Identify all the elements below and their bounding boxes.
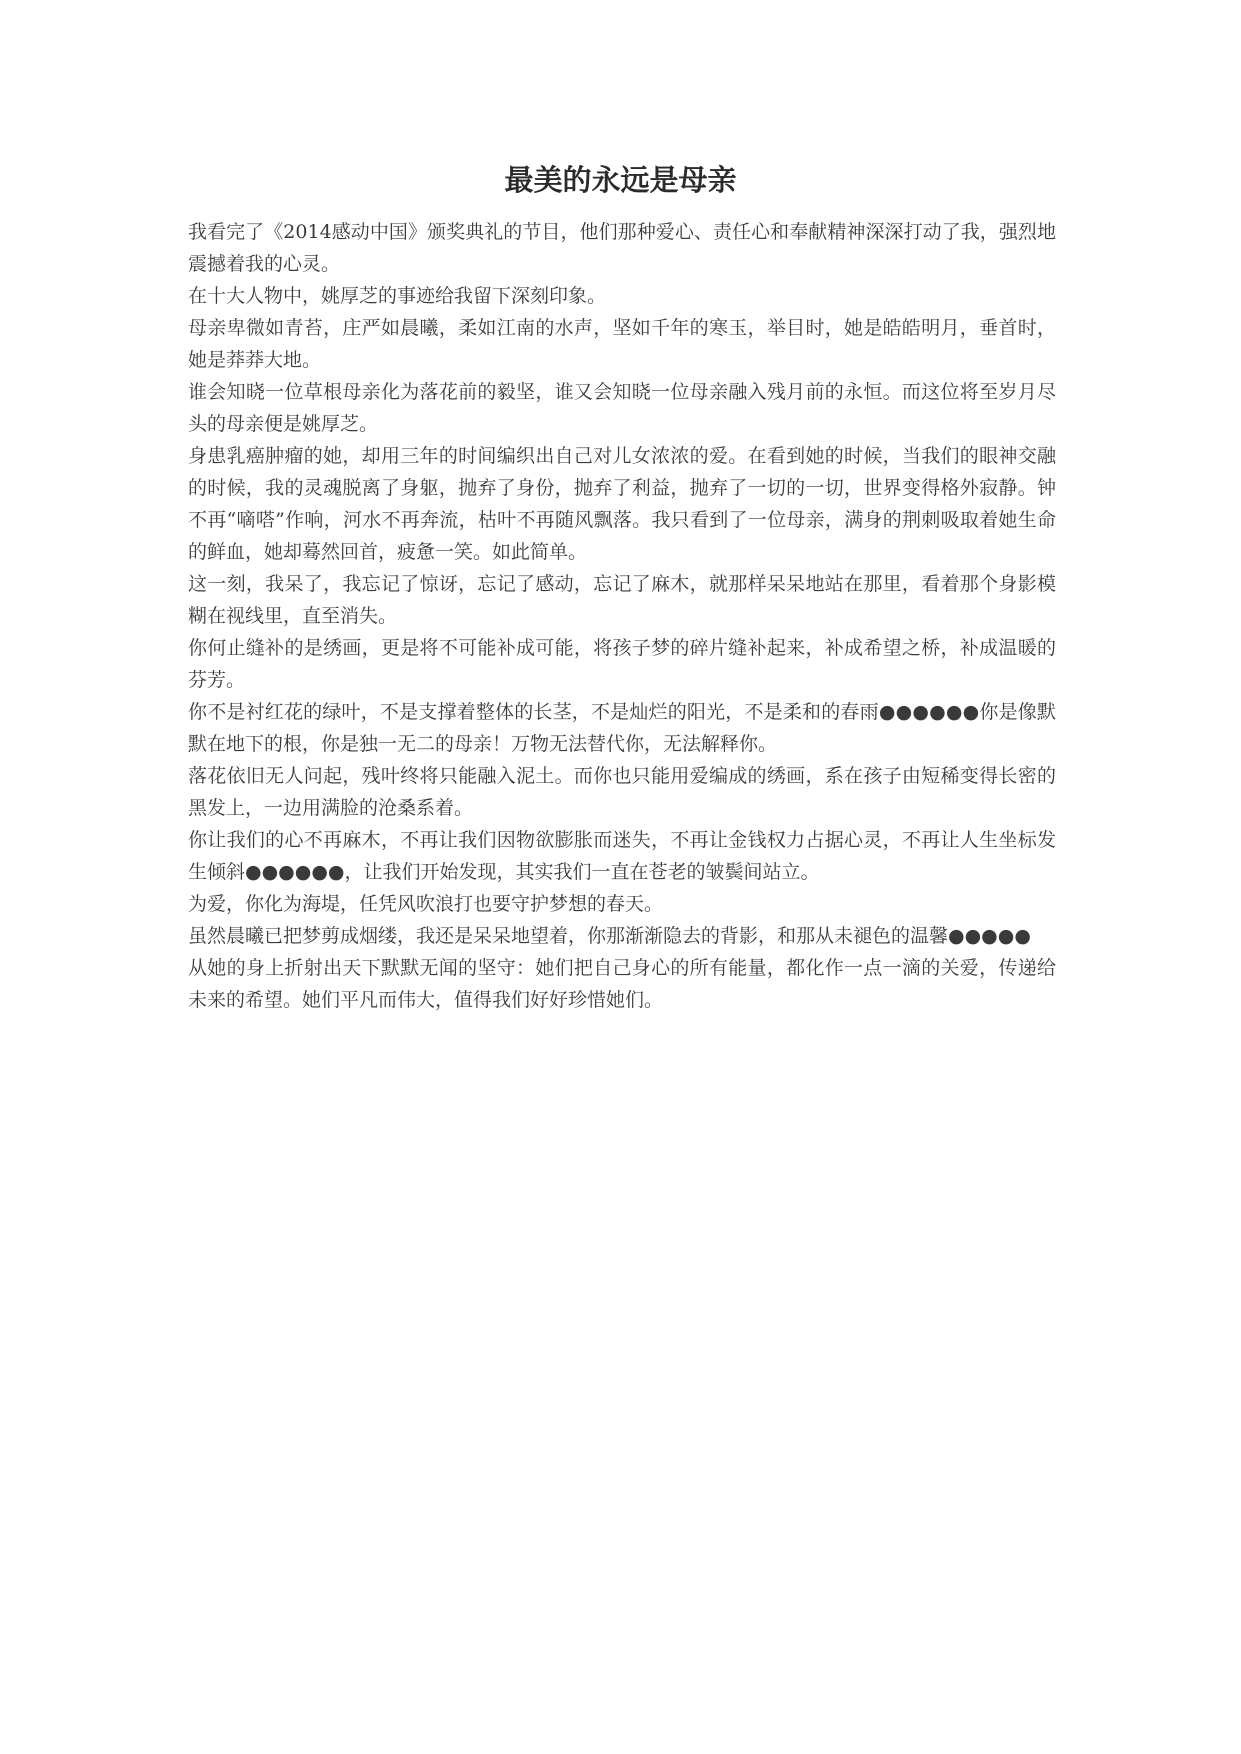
document-body — [188, 216, 1056, 1016]
paragraph-7: 你何止缝补的是绣画，更是将不可能补成可能，将孩子梦的碎片缝补起来，补成希望之桥，补成温暖的芬芳。 — [188, 637, 1056, 691]
paragraph-11: 为爱，你化为海堤，任凭风吹浪打也要守护梦想的春天。 — [188, 893, 664, 915]
paragraph-3: 母亲卑微如青苔，庄严如晨曦，柔如江南的水声，坚如千年的寒玉，举目时，她是皓皓明月，垂首时，她是莽莽大地。 — [188, 317, 1056, 371]
paragraph-13: 从她的身上折射出天下默默无闻的坚守：她们把自己身心的所有能量，都化作一点一滴的关爱，传递给未来的希望。她们平凡而伟大，值得我们好好珍惜她们。 — [188, 957, 1056, 1011]
paragraph-8: 你不是衬红花的绿叶，不是支撑着整体的长茎，不是灿烂的阳光，不是柔和的春雨●●●●●●你是像默默在地下的根，你是独一无二的母亲！万物无法替代你，无法解释你。 — [188, 701, 1056, 755]
paragraph-2: 在十大人物中，姚厚芝的事迹给我留下深刻印象。 — [188, 285, 607, 307]
document-title: 最美的永远是母亲 — [504, 163, 737, 197]
paragraph-1: 我看完了《2014感动中国》颁奖典礼的节目，他们那种爱心、责任心和奉献精神深深打动了我，强烈地震撼着我的心灵。 — [188, 221, 1056, 275]
paragraph-6: 这一刻，我呆了，我忘记了惊讶，忘记了感动，忘记了麻木，就那样呆呆地站在那里，看着那个身影模糊在视线里，直至消失。 — [188, 573, 1056, 627]
paragraph-10: 你让我们的心不再麻木，不再让我们因物欲膨胀而迷失，不再让金钱权力占据心灵，不再让人生坐标发生倾斜●●●●●●，让我们开始发现，其实我们一直在苍老的皱鬓间站立。 — [188, 829, 1056, 883]
paragraph-4: 谁会知晓一位草根母亲化为落花前的毅坚，谁又会知晓一位母亲融入残月前的永恒。而这位将至岁月尽头的母亲便是姚厚芝。 — [188, 381, 1056, 435]
paragraph-12: 虽然晨曦已把梦剪成烟缕，我还是呆呆地望着，你那渐渐隐去的背影，和那从未褪色的温馨●●●●● — [188, 925, 1031, 947]
paragraph-9: 落花依旧无人问起，残叶终将只能融入泥土。而你也只能用爱编成的绣画，系在孩子由短稀变得长密的黑发上，一边用满脸的沧桑系着。 — [188, 765, 1056, 819]
paragraph-5: 身患乳癌肿瘤的她，却用三年的时间编织出自己对儿女浓浓的爱。在看到她的时候，当我们的眼神交融的时候，我的灵魂脱离了身躯，抛弃了身份，抛弃了利益，抛弃了一切的一切，世界变得格外寂静。钟不再“嘀嗒”作响，河水不再奔流，枯叶不再随风飘落。我只看到了一位母亲，满身的荆刺吸取着她生命的鲜血，她却蓦然回首，疲惫一笑。如此简单。 — [188, 445, 1056, 563]
